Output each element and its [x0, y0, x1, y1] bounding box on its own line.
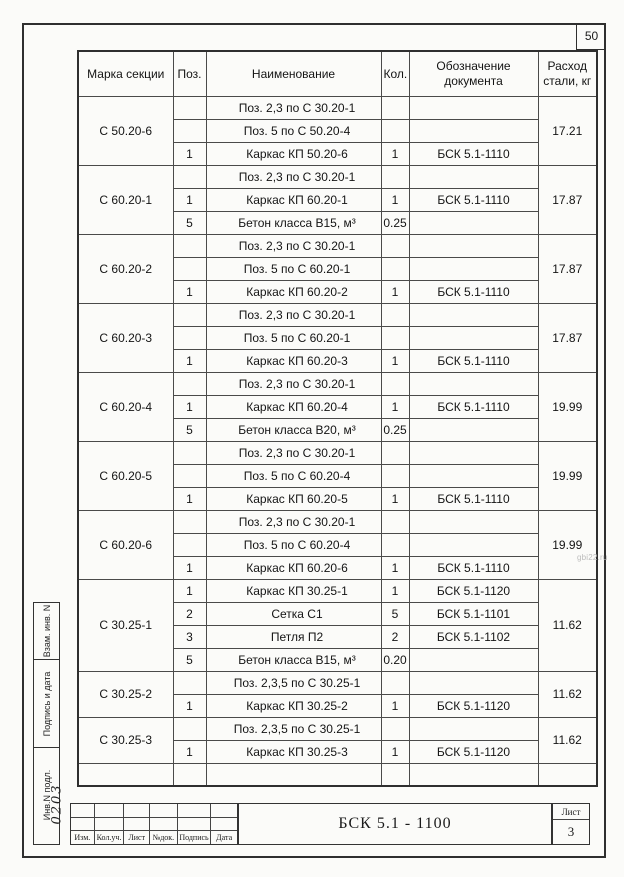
revision-cell [95, 804, 125, 817]
name-cell: Бетон класса В15, м³ [206, 211, 381, 234]
revision-cell [124, 804, 150, 817]
revision-column-label: Подпись [178, 831, 212, 844]
pos-cell: 1 [173, 280, 206, 303]
pos-cell [173, 533, 206, 556]
inventory-number-box [46, 772, 68, 836]
qty-cell: 5 [381, 602, 409, 625]
table-row [78, 717, 597, 740]
specification-table [77, 50, 598, 787]
doc-cell: БСК 5.1-1110 [409, 280, 538, 303]
revision-column-label: №док. [150, 831, 178, 844]
header-quantity: Кол. [381, 51, 409, 96]
qty-cell [381, 326, 409, 349]
qty-cell [381, 671, 409, 694]
doc-cell [409, 763, 538, 786]
steel-cell: 17.87 [538, 234, 597, 303]
name-cell: Каркас КП 60.20-6 [206, 556, 381, 579]
doc-cell [409, 211, 538, 234]
table-header-row [78, 51, 597, 96]
table-row [78, 234, 597, 257]
mark-cell: С 50.20-6 [78, 96, 173, 165]
name-cell: Поз. 2,3,5 по С 30.25-1 [206, 671, 381, 694]
pos-cell: 1 [173, 487, 206, 510]
pos-cell [173, 510, 206, 533]
name-cell: Каркас КП 60.20-2 [206, 280, 381, 303]
qty-cell: 1 [381, 740, 409, 763]
revision-column-label: Изм. [71, 831, 95, 844]
pos-cell [173, 303, 206, 326]
pos-cell [173, 717, 206, 740]
name-cell: Поз. 5 по С 50.20-4 [206, 119, 381, 142]
revision-column-label: Лист [124, 831, 150, 844]
pos-cell [173, 671, 206, 694]
name-cell: Каркас КП 60.20-1 [206, 188, 381, 211]
doc-cell [409, 533, 538, 556]
doc-cell: БСК 5.1-1120 [409, 740, 538, 763]
mark-cell [78, 763, 173, 786]
name-cell: Поз. 2,3 по С 30.20-1 [206, 441, 381, 464]
qty-cell: 1 [381, 579, 409, 602]
revision-row [71, 830, 237, 844]
qty-cell [381, 464, 409, 487]
header-steel: Расход стали, кг [538, 51, 597, 96]
qty-cell: 1 [381, 188, 409, 211]
qty-cell: 1 [381, 487, 409, 510]
doc-cell [409, 119, 538, 142]
name-cell: Поз. 5 по С 60.20-4 [206, 533, 381, 556]
pos-cell: 1 [173, 395, 206, 418]
name-cell: Каркас КП 60.20-4 [206, 395, 381, 418]
name-cell: Поз. 2,3 по С 30.20-1 [206, 96, 381, 119]
table-row [78, 441, 597, 464]
qty-cell: 1 [381, 556, 409, 579]
sheet-box [552, 803, 590, 845]
doc-cell [409, 165, 538, 188]
qty-cell [381, 303, 409, 326]
steel-cell: 11.62 [538, 579, 597, 671]
name-cell: Сетка С1 [206, 602, 381, 625]
doc-cell [409, 372, 538, 395]
steel-cell: 17.21 [538, 96, 597, 165]
name-cell [206, 763, 381, 786]
sheet-number: 3 [567, 824, 575, 839]
table-row [78, 96, 597, 119]
steel-cell: 19.99 [538, 510, 597, 579]
steel-cell [538, 763, 597, 786]
name-cell: Каркас КП 30.25-3 [206, 740, 381, 763]
name-cell: Поз. 2,3 по С 30.20-1 [206, 372, 381, 395]
doc-number-cell [238, 803, 552, 845]
qty-cell [381, 257, 409, 280]
mark-cell: С 60.20-4 [78, 372, 173, 441]
qty-cell: 1 [381, 694, 409, 717]
qty-cell: 0.25 [381, 418, 409, 441]
qty-cell [381, 165, 409, 188]
table-row [78, 671, 597, 694]
name-cell: Поз. 5 по С 60.20-1 [206, 326, 381, 349]
pos-cell [173, 441, 206, 464]
name-cell: Поз. 2,3,5 по С 30.25-1 [206, 717, 381, 740]
doc-cell: БСК 5.1-1120 [409, 694, 538, 717]
spec-table-body [78, 96, 597, 786]
mark-cell: С 30.25-2 [78, 671, 173, 717]
doc-cell [409, 717, 538, 740]
name-cell: Бетон класса В20, м³ [206, 418, 381, 441]
doc-cell: БСК 5.1-1110 [409, 556, 538, 579]
doc-cell: БСК 5.1-1101 [409, 602, 538, 625]
name-cell: Каркас КП 60.20-3 [206, 349, 381, 372]
doc-number: БСК 5.1 - 1100 [338, 815, 452, 832]
watermark: gbi22.ru [577, 553, 608, 562]
doc-cell [409, 671, 538, 694]
page-number: 50 [584, 29, 599, 43]
revision-column-label: Дата [216, 833, 233, 843]
table-row [78, 165, 597, 188]
qty-cell [381, 96, 409, 119]
steel-cell: 17.87 [538, 165, 597, 234]
mark-cell: С 60.20-6 [78, 510, 173, 579]
revision-row [71, 804, 237, 817]
doc-cell: БСК 5.1-1110 [409, 188, 538, 211]
mark-cell: С 30.25-3 [78, 717, 173, 763]
steel-cell: 11.62 [538, 717, 597, 763]
name-cell: Поз. 2,3 по С 30.20-1 [206, 510, 381, 533]
inventory-number: 0203 [49, 783, 65, 825]
pos-cell [173, 326, 206, 349]
revision-cell [178, 818, 212, 831]
pos-cell: 3 [173, 625, 206, 648]
pos-cell [173, 96, 206, 119]
strip-label-podpis-data: Подпись и дата [41, 671, 52, 736]
revision-row [71, 817, 237, 831]
header-name: Наименование [206, 51, 381, 96]
qty-cell [381, 717, 409, 740]
pos-cell [173, 464, 206, 487]
pos-cell [173, 763, 206, 786]
strip-label-vzam-inv: Взам. инв. N [41, 604, 52, 658]
qty-cell: 1 [381, 395, 409, 418]
table-row [78, 303, 597, 326]
name-cell: Поз. 2,3 по С 30.20-1 [206, 165, 381, 188]
doc-cell: БСК 5.1-1110 [409, 487, 538, 510]
qty-cell [381, 763, 409, 786]
doc-cell: БСК 5.1-1110 [409, 142, 538, 165]
qty-cell [381, 372, 409, 395]
steel-cell: 19.99 [538, 441, 597, 510]
name-cell: Каркас КП 50.20-6 [206, 142, 381, 165]
doc-cell: БСК 5.1-1110 [409, 395, 538, 418]
name-cell: Поз. 5 по С 60.20-4 [206, 464, 381, 487]
name-cell: Поз. 5 по С 60.20-1 [206, 257, 381, 280]
header-document: Обозначение документа [409, 51, 538, 96]
doc-cell: БСК 5.1-1110 [409, 349, 538, 372]
qty-cell: 0.25 [381, 211, 409, 234]
pos-cell [173, 257, 206, 280]
pos-cell: 2 [173, 602, 206, 625]
name-cell: Петля П2 [206, 625, 381, 648]
name-cell: Каркас КП 30.25-2 [206, 694, 381, 717]
revision-cell [71, 818, 95, 831]
qty-cell: 2 [381, 625, 409, 648]
doc-cell [409, 234, 538, 257]
pos-cell: 1 [173, 694, 206, 717]
name-cell: Поз. 2,3 по С 30.20-1 [206, 303, 381, 326]
strip-section-vzam-inv [34, 603, 59, 659]
qty-cell: 0.20 [381, 648, 409, 671]
revision-cell [150, 818, 178, 831]
mark-cell: С 60.20-3 [78, 303, 173, 372]
pos-cell [173, 119, 206, 142]
doc-cell: БСК 5.1-1120 [409, 579, 538, 602]
revision-cell [124, 818, 150, 831]
name-cell: Бетон класса В15, м³ [206, 648, 381, 671]
mark-cell: С 60.20-1 [78, 165, 173, 234]
mark-cell: С 60.20-2 [78, 234, 173, 303]
qty-cell: 1 [381, 142, 409, 165]
revision-cell [211, 818, 237, 831]
revision-cell [150, 804, 178, 817]
table-row [78, 510, 597, 533]
pos-cell [173, 372, 206, 395]
qty-cell [381, 533, 409, 556]
name-cell: Каркас КП 30.25-1 [206, 579, 381, 602]
table-row [78, 579, 597, 602]
steel-cell: 17.87 [538, 303, 597, 372]
qty-cell: 1 [381, 349, 409, 372]
pos-cell: 1 [173, 579, 206, 602]
qty-cell [381, 119, 409, 142]
revision-cell [71, 804, 95, 817]
qty-cell [381, 510, 409, 533]
steel-cell: 19.99 [538, 372, 597, 441]
doc-cell [409, 510, 538, 533]
pos-cell [173, 234, 206, 257]
pos-cell: 1 [173, 740, 206, 763]
doc-cell [409, 441, 538, 464]
pos-cell: 1 [173, 142, 206, 165]
revision-cell [211, 804, 237, 817]
name-cell: Каркас КП 60.20-5 [206, 487, 381, 510]
pos-cell: 1 [173, 556, 206, 579]
doc-cell [409, 418, 538, 441]
name-cell: Поз. 2,3 по С 30.20-1 [206, 234, 381, 257]
doc-cell [409, 464, 538, 487]
strip-label-inv-podl: Инв.N подл. [41, 769, 52, 820]
doc-cell: БСК 5.1-1102 [409, 625, 538, 648]
pos-cell: 5 [173, 418, 206, 441]
revision-table [70, 803, 238, 845]
mark-cell: С 30.25-1 [78, 579, 173, 671]
pos-cell [173, 165, 206, 188]
revision-cell [95, 818, 125, 831]
strip-section-podpis-data [34, 659, 59, 747]
header-position: Поз. [173, 51, 206, 96]
steel-cell: 11.62 [538, 671, 597, 717]
table-row [78, 372, 597, 395]
revision-cell [178, 804, 212, 817]
doc-cell [409, 96, 538, 119]
table-row [78, 763, 597, 786]
sheet-label: Лист [553, 804, 589, 820]
page-number-box [576, 23, 606, 50]
pos-cell: 5 [173, 648, 206, 671]
mark-cell: С 60.20-5 [78, 441, 173, 510]
doc-cell [409, 303, 538, 326]
doc-cell [409, 326, 538, 349]
revision-column-label: Кол.уч. [95, 831, 125, 844]
pos-cell: 5 [173, 211, 206, 234]
pos-cell: 1 [173, 188, 206, 211]
qty-cell [381, 441, 409, 464]
pos-cell: 1 [173, 349, 206, 372]
qty-cell: 1 [381, 280, 409, 303]
doc-cell [409, 648, 538, 671]
doc-cell [409, 257, 538, 280]
qty-cell [381, 234, 409, 257]
header-mark: Марка секции [78, 51, 173, 96]
